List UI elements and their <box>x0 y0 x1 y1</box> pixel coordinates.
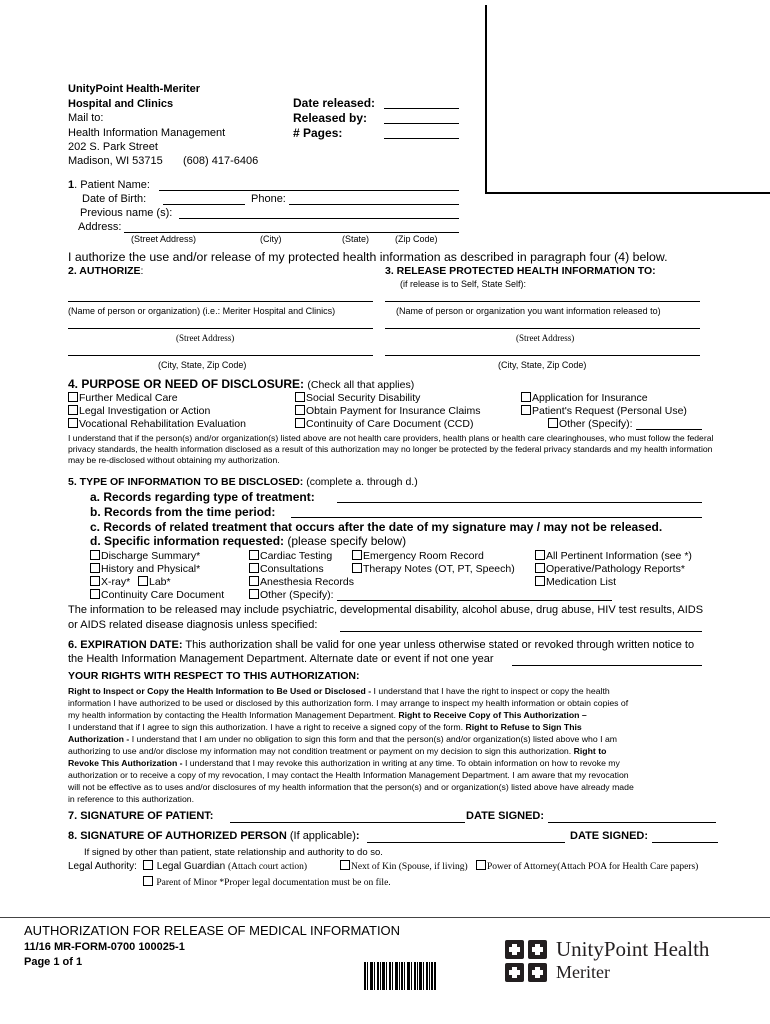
sensitive-info-line2: or AIDS related disease diagnosis unless specified: <box>68 619 318 631</box>
release-to-csz-field[interactable] <box>385 355 700 356</box>
checkbox[interactable] <box>352 563 362 573</box>
rights-line <box>68 721 724 733</box>
info-consultations[interactable] <box>249 563 324 575</box>
option-label: Cardiac Testing <box>260 550 333 562</box>
purpose-other-field[interactable] <box>636 429 702 430</box>
section-2-colon: : <box>140 265 144 277</box>
checkbox[interactable] <box>249 589 259 599</box>
specific-info-note: (please specify below) <box>287 534 407 548</box>
rights-refuse-heading: Right to Refuse to Sign This <box>465 722 582 732</box>
authorized-date-signed-label: DATE SIGNED: <box>570 830 649 842</box>
pages-field[interactable] <box>384 138 459 139</box>
option-label: Operative/Pathology Reports* <box>546 563 685 575</box>
related-treatment-label: c. Records of related treatment that occurs after the date of my signature may / may not be released. <box>90 520 663 534</box>
specific-info-label: d. Specific information requested: <box>90 534 285 548</box>
purpose-legal[interactable] <box>68 405 210 417</box>
option-label: History and Physical* <box>101 563 201 575</box>
logo-sub-text: Meriter <box>556 962 610 982</box>
purpose-insurance-claims[interactable] <box>295 405 481 417</box>
expiration-text: This authorization shall be valid for one year unless otherwise stated or revoked through written notice to <box>185 639 695 651</box>
info-anesthesia[interactable] <box>249 576 354 588</box>
expiration-line2: the Health Information Management Department. Alternate date or event if not one year <box>68 653 494 665</box>
rights-line: information I have authorized to be used or disclosed by this authorization form. I may arrange to inspect my health information or obtain copies of <box>68 698 629 708</box>
option-label: Continuity Care Document <box>101 589 225 601</box>
colon: : <box>355 830 360 842</box>
rights-text <box>68 685 724 805</box>
rights-revoke-heading-cont: Revoke This Authorization - <box>68 758 185 768</box>
rights-line: authorization or to receive a copy of my revocation, I may contact the Health Information Management Department. I am aware that my revocation <box>68 770 629 780</box>
authorize-intro: I authorize the use and/or release of my protected health information as described in paragraph four (4) below. <box>68 250 668 264</box>
section-4-heading: 4. PURPOSE OR NEED OF DISCLOSURE: <box>68 377 305 391</box>
patient-signature-label: 7. SIGNATURE OF PATIENT: <box>68 810 214 822</box>
checkbox[interactable] <box>295 405 305 415</box>
section-4-title <box>68 377 414 391</box>
release-to-csz-caption: (City, State, Zip Code) <box>498 360 587 370</box>
checkbox[interactable] <box>295 418 305 428</box>
option-label: Further Medical Care <box>79 392 178 404</box>
if-applicable-note: (If applicable) <box>289 830 356 842</box>
expiration-line1 <box>68 639 694 651</box>
rights-text-run: my health information by contacting the Health Information Management Department. <box>68 710 399 720</box>
info-other[interactable] <box>249 589 334 601</box>
patient-name-label <box>68 179 150 191</box>
checkbox[interactable] <box>249 550 259 560</box>
barcode <box>364 962 436 990</box>
option-label: Next of Kin (Spouse, if living) <box>351 862 468 872</box>
info-therapy-notes[interactable] <box>352 563 515 575</box>
section-5-heading: 5. TYPE OF INFORMATION TO BE DISCLOSED: <box>68 476 304 488</box>
rights-line: will not be effective as to uses and/or disclosures of my health information that the person(s) and or organization(s) listed above have already made <box>68 782 634 792</box>
purpose-application-insurance[interactable] <box>521 392 648 404</box>
release-to-street-field[interactable] <box>385 328 700 329</box>
rights-text-run: I understand that if I agree to sign this authorization. I have a right to receive a signed copy of the form. <box>68 722 466 732</box>
stamp-box-left-border <box>485 5 487 193</box>
checkbox[interactable] <box>521 405 531 415</box>
dob-label: Date of Birth: <box>82 193 147 205</box>
patient-phone-label: Phone: <box>251 193 286 205</box>
previous-name-label: Previous name (s): <box>80 207 173 219</box>
stamp-box-bottom-border <box>485 192 770 194</box>
purpose-ccd[interactable] <box>295 418 473 430</box>
released-by-label: Released by: <box>293 111 368 125</box>
purpose-further-medical[interactable] <box>68 392 178 404</box>
authorized-date-signed-field[interactable] <box>652 842 718 843</box>
rights-text-run: I understand that I have the right to inspect or copy the health <box>373 686 610 696</box>
rights-text-run: I understand that I am under no obligation to sign this form and that the person(s) and/or organization(s) listed above who I am <box>131 734 618 744</box>
date-released-field[interactable] <box>384 108 459 109</box>
option-label: Other (Specify): <box>260 589 334 601</box>
authorize-street-caption: (Street Address) <box>176 333 235 343</box>
legal-authority-label: Legal Authority: <box>68 861 137 872</box>
checkbox[interactable] <box>90 550 100 560</box>
dob-field[interactable] <box>163 204 245 205</box>
info-xray[interactable] <box>90 576 130 588</box>
records-period-label: b. Records from the time period: <box>90 505 276 519</box>
rights-line <box>68 757 724 769</box>
street-address: 202 S. Park Street <box>68 141 158 153</box>
info-cardiac[interactable] <box>249 550 332 562</box>
rights-line <box>68 709 724 721</box>
option-label: Obtain Payment for Insurance Claims <box>306 405 481 417</box>
authorize-name-field[interactable] <box>68 301 373 302</box>
option-label: Emergency Room Record <box>363 550 484 562</box>
authorize-street-field[interactable] <box>68 328 373 329</box>
records-type-field[interactable] <box>337 502 702 503</box>
option-label: Legal Investigation or Action <box>79 405 211 417</box>
info-operative-pathology[interactable] <box>535 563 685 575</box>
info-all-pertinent[interactable] <box>535 550 692 562</box>
option-label: Discharge Summary* <box>101 550 201 562</box>
option-label: Other (Specify): <box>559 418 633 430</box>
checkbox[interactable] <box>249 576 259 586</box>
info-other-field[interactable] <box>337 600 612 601</box>
footer-divider <box>0 917 770 918</box>
released-by-field[interactable] <box>384 123 459 124</box>
info-continuity-care[interactable] <box>90 589 224 601</box>
state-caption: (State) <box>342 234 370 244</box>
release-to-name-caption: (Name of person or organization you want information released to) <box>396 306 661 316</box>
option-label: Therapy Notes (OT, PT, Speech) <box>363 563 515 575</box>
option-label: All Pertinent Information (see *) <box>546 550 692 562</box>
records-type-label: a. Records regarding type of treatment: <box>90 490 315 504</box>
section-4-note: (Check all that applies) <box>307 379 415 391</box>
mail-to-label: Mail to: <box>68 112 104 124</box>
expiration-alt-field[interactable] <box>512 665 702 666</box>
option-label: Anesthesia Records <box>260 576 354 588</box>
rights-title: YOUR RIGHTS WITH RESPECT TO THIS AUTHORIZATION: <box>68 670 360 682</box>
logo-main-text: UnityPoint Health <box>556 937 710 961</box>
patient-name-text: . Patient Name: <box>74 179 150 191</box>
rights-line: in reference to this authorization. <box>68 794 195 804</box>
checkbox[interactable] <box>352 550 362 560</box>
option-label: Vocational Rehabilitation Evaluation <box>79 418 246 430</box>
footer-title: AUTHORIZATION FOR RELEASE OF MEDICAL INFORMATION <box>24 923 401 938</box>
authorize-name-caption: (Name of person or organization) (i.e.: Meriter Hospital and Clinics) <box>68 306 336 316</box>
purpose-other[interactable] <box>548 418 633 430</box>
department-name: Health Information Management <box>68 127 226 139</box>
option-label: Social Security Disability <box>306 392 421 404</box>
option-label: Application for Insurance <box>532 392 648 404</box>
rights-line <box>68 745 724 757</box>
rights-text-run: authorizing to use and/or disclose my information may not condition treatment or payment on my decision to sign this authorization. <box>68 746 574 756</box>
checkbox[interactable] <box>535 550 545 560</box>
section-5-note: (complete a. through d.) <box>306 476 418 488</box>
rights-revoke-heading: Right to <box>573 746 607 756</box>
option-label: Legal Guardian <box>156 861 226 872</box>
guardian-note: (Attach court action) <box>227 862 308 872</box>
parent-of-minor-option[interactable] <box>143 876 391 888</box>
checkbox[interactable] <box>521 392 531 402</box>
checkbox[interactable] <box>143 860 153 870</box>
legal-guardian-option[interactable] <box>143 860 307 872</box>
privacy-disclaimer: I understand that if the person(s) and/or organization(s) listed above are not health care providers, health plans or health care clearinghouses, who must follow the federal privacy standards, the health information disclosed as a result of this authorization may no longer be protected by the federal privacy standards and my health information may be re-disclosed without obtaining my authorization. <box>68 433 714 466</box>
purpose-vocational[interactable] <box>68 418 246 430</box>
checkbox[interactable] <box>68 405 78 415</box>
unitypoint-logo-icon <box>505 940 547 982</box>
checkbox[interactable] <box>340 860 350 870</box>
authorize-csz-field[interactable] <box>68 355 373 356</box>
rights-inspect-heading: Right to Inspect or Copy the Health Information to Be Used or Disclosed - <box>68 686 374 696</box>
checkbox[interactable] <box>476 860 486 870</box>
page-number: Page 1 of 1 <box>24 956 83 968</box>
option-label: Continuity of Care Document (CCD) <box>306 418 474 430</box>
checkbox[interactable] <box>548 418 558 428</box>
authorized-signature-heading: 8. SIGNATURE OF AUTHORIZED PERSON <box>68 830 287 842</box>
checkbox[interactable] <box>68 418 78 428</box>
patient-date-signed-label: DATE SIGNED: <box>466 810 545 822</box>
option-label: Patient's Request (Personal Use) <box>532 405 687 417</box>
section-3-title: 3. RELEASE PROTECTED HEALTH INFORMATION TO: <box>385 265 656 277</box>
release-to-street-caption: (Street Address) <box>516 333 575 343</box>
info-discharge-summary[interactable] <box>90 550 200 562</box>
patient-date-signed-field[interactable] <box>548 822 716 823</box>
org-subtitle: Hospital and Clinics <box>68 98 174 110</box>
form-code: 11/16 MR-FORM-0700 100025-1 <box>24 941 185 953</box>
purpose-social-security[interactable] <box>295 392 420 404</box>
info-er-record[interactable] <box>352 550 484 562</box>
checkbox[interactable] <box>90 589 100 599</box>
checkbox[interactable] <box>535 576 545 586</box>
zip-caption: (Zip Code) <box>395 234 438 244</box>
info-history-physical[interactable] <box>90 563 200 575</box>
rights-text-run: I understand that I may revoke this authorization in writing at any time. To obtain information on how to revoke my <box>184 758 620 768</box>
org-name: UnityPoint Health-Meriter <box>68 83 201 95</box>
option-label: Parent of Minor *Proper legal documentation must be on file. <box>156 878 391 888</box>
rights-line <box>68 685 724 697</box>
city-address: Madison, WI 53715 <box>68 155 163 167</box>
info-medication-list[interactable] <box>535 576 616 588</box>
patient-name-field[interactable] <box>159 190 459 191</box>
option-label: Consultations <box>260 563 324 575</box>
checkbox[interactable] <box>90 563 100 573</box>
checkbox[interactable] <box>249 563 259 573</box>
section-5-title <box>68 476 418 488</box>
relationship-note: If signed by other than patient, state relationship and authority to do so. <box>84 847 383 858</box>
section-3-note: (if release is to Self, State Self): <box>400 279 527 289</box>
sensitive-info-field[interactable] <box>340 631 702 632</box>
patient-phone-field[interactable] <box>289 204 459 205</box>
checkbox[interactable] <box>90 576 100 586</box>
records-period-field[interactable] <box>291 517 702 518</box>
section-1-number: 1 <box>68 179 75 191</box>
org-phone: (608) 417-6406 <box>183 155 259 167</box>
purpose-patient-request[interactable] <box>521 405 687 417</box>
authorized-signature-label <box>68 830 360 842</box>
specific-info-title <box>90 534 406 548</box>
authorize-csz-caption: (City, State, Zip Code) <box>158 360 247 370</box>
power-of-attorney-option[interactable] <box>476 860 698 872</box>
section-2-title <box>68 265 143 277</box>
address-label: Address: <box>78 221 122 233</box>
rights-receive-heading: Right to Receive Copy of This Authorization – <box>398 710 587 720</box>
info-lab[interactable] <box>138 576 171 588</box>
previous-name-field[interactable] <box>179 218 459 219</box>
option-label: Medication List <box>546 576 617 588</box>
authorized-signature-field[interactable] <box>367 842 565 843</box>
street-address-caption: (Street Address) <box>131 234 197 244</box>
patient-signature-field[interactable] <box>230 822 465 823</box>
expiration-heading: 6. EXPIRATION DATE: <box>68 639 183 651</box>
option-label: X-ray* <box>101 576 131 588</box>
checkbox[interactable] <box>295 392 305 402</box>
address-field[interactable] <box>124 232 459 233</box>
option-label: Power of Attorney(Attach POA for Health Care papers) <box>487 862 699 872</box>
pages-label: # Pages: <box>293 126 343 140</box>
city-caption: (City) <box>260 234 282 244</box>
next-of-kin-option[interactable] <box>340 860 468 872</box>
sensitive-info-line1: The information to be released may include psychiatric, developmental disability, alcohol abuse, drug abuse, HIV test results, AIDS <box>68 604 704 616</box>
rights-line <box>68 733 724 745</box>
option-label: Lab* <box>149 576 171 588</box>
checkbox[interactable] <box>68 392 78 402</box>
checkbox[interactable] <box>535 563 545 573</box>
checkbox[interactable] <box>138 576 148 586</box>
checkbox[interactable] <box>143 876 153 886</box>
section-2-heading: 2. AUTHORIZE <box>68 265 141 277</box>
rights-refuse-heading-cont: Authorization - <box>68 734 132 744</box>
date-released-label: Date released: <box>293 96 376 110</box>
release-to-name-field[interactable] <box>385 301 700 302</box>
